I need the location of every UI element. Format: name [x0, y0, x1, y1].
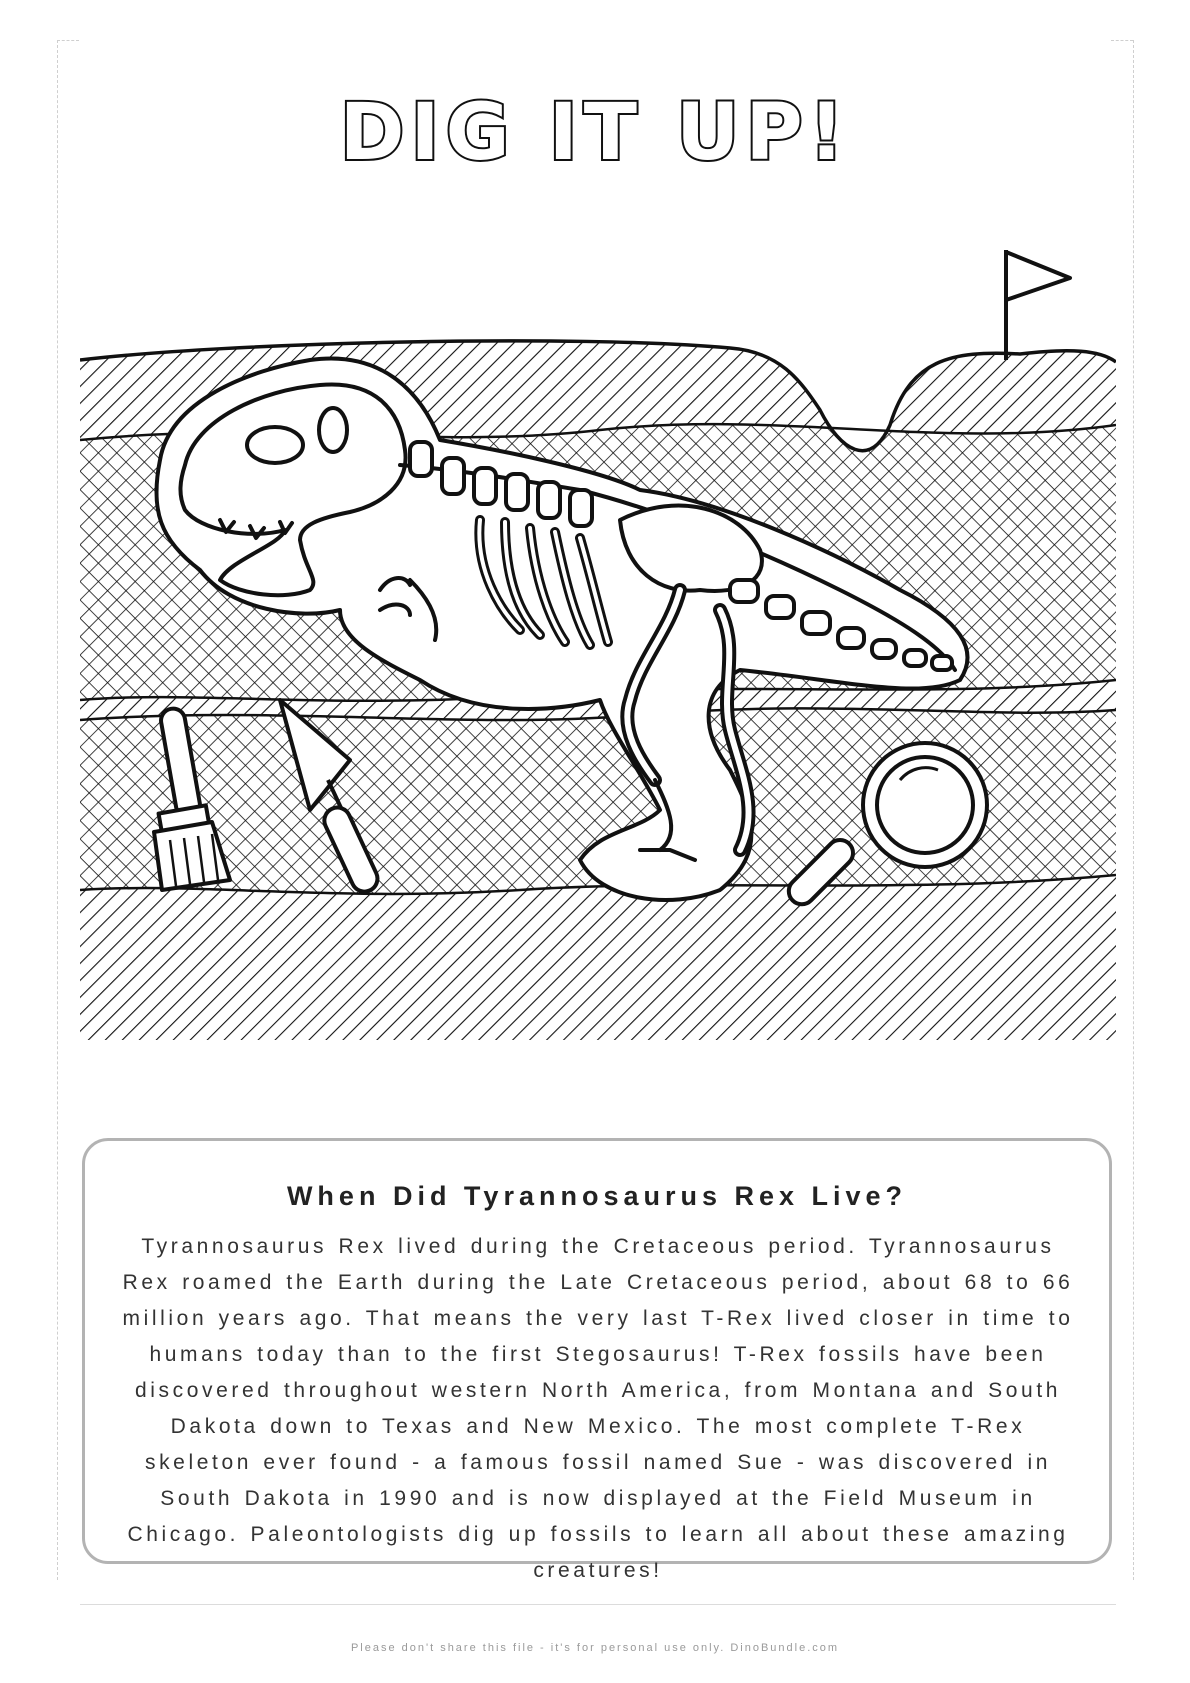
flag-icon: [1006, 250, 1070, 360]
cut-line-left: [57, 40, 58, 1580]
cut-line-top-right: [1111, 40, 1133, 41]
footer-divider: [80, 1604, 1116, 1605]
page-title: DIG IT UP!: [339, 88, 851, 178]
cut-line-right: [1133, 40, 1134, 1580]
info-body-text: Tyrannosaurus Rex lived during the Cretaceous period. Tyrannosaurus Rex roamed the Earth during the Late Cretaceous period, about 68 to 66 million years ago. That means the very last T-Rex lived closer in time to humans today than to the first Stegosaurus! T-Rex fossils have been discovered throughout western North America, from Montana and South Dakota down to Texas and New Mexico. The most complete T-Rex skeleton ever found - a famous fossil named Sue - was discovered in South Dakota in 1990 and is now displayed at the Field Museum in Chicago. Paleontologists dig up fossils to learn all about these amazing creatures!: [122, 1235, 1074, 1582]
dig-site-illustration: [80, 250, 1116, 1040]
footer-note: Please don't share this file - it's for personal use only. DinoBundle.com: [350, 1642, 840, 1654]
info-box: [82, 1138, 1112, 1582]
cut-line-top-left: [57, 40, 79, 41]
info-heading: When Did Tyrannosaurus Rex Live?: [286, 1181, 908, 1211]
